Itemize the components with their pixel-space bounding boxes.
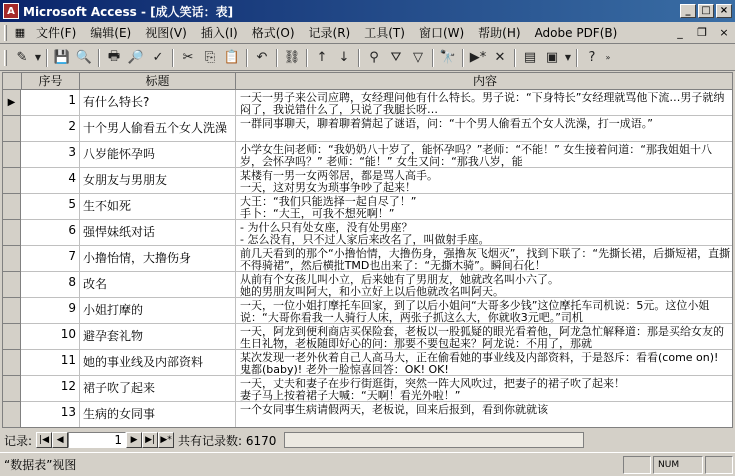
maximize-button[interactable]: □	[698, 4, 714, 18]
delete-record-icon[interactable]: ✕	[494, 50, 506, 65]
table-row[interactable]	[3, 168, 733, 194]
window-title: Microsoft Access - [成人笑话：表]	[23, 4, 234, 19]
mdi-restore-button[interactable]: ❐	[697, 25, 707, 39]
row-selector[interactable]	[3, 142, 21, 168]
toolbar	[0, 45, 735, 71]
menu-tools[interactable]: 工具(T)	[364, 26, 405, 40]
current-record-input[interactable]: 1	[68, 432, 126, 448]
cell-num[interactable]: 12	[22, 376, 80, 402]
new-record-button[interactable]: ▶*	[158, 432, 174, 448]
record-label: 记录:	[4, 433, 33, 448]
toolbar-options-icon[interactable]: »	[605, 53, 611, 62]
menu-file[interactable]: 文件(F)	[36, 26, 77, 40]
table-row[interactable]	[3, 350, 733, 376]
row-selector[interactable]	[3, 220, 21, 246]
row-selector[interactable]: ▶	[3, 90, 21, 116]
row-selector[interactable]	[3, 376, 21, 402]
toolbar-grip[interactable]	[4, 50, 7, 66]
new-object-dropdown-icon[interactable]: ▼	[564, 53, 572, 62]
num-lock-indicator: NUM	[653, 456, 703, 474]
view-dropdown-icon[interactable]: ▼	[34, 53, 42, 62]
cut-icon[interactable]: ✂	[182, 50, 194, 65]
record-navigation-bar	[0, 430, 735, 450]
cell-num[interactable]: 2	[22, 116, 80, 142]
table-row[interactable]	[3, 272, 733, 298]
close-button[interactable]: ×	[716, 4, 732, 18]
cell-title[interactable]: 小撸怡情，大撸伤身	[80, 246, 236, 272]
cell-num[interactable]: 9	[22, 298, 80, 324]
cell-content[interactable]: - 为什么只有处女座，没有处男座？ - 怎么没有，只不过人家后来改名了，叫做射手座。	[240, 221, 490, 246]
spelling-icon[interactable]: ✓	[152, 50, 164, 65]
menu-grip[interactable]	[4, 25, 7, 41]
menu-records[interactable]: 记录(R)	[308, 26, 351, 40]
save-icon[interactable]: 💾	[53, 50, 71, 65]
cell-title[interactable]: 强悍妹纸对话	[80, 220, 236, 246]
cell-title[interactable]: 避孕套礼物	[80, 324, 236, 350]
menu-format[interactable]: 格式(O)	[251, 26, 295, 40]
row-selector[interactable]	[3, 298, 21, 324]
horizontal-scrollbar[interactable]	[284, 432, 584, 448]
database-window-icon[interactable]: ▤	[523, 50, 537, 65]
status-text: “数据表”视图	[4, 458, 77, 472]
cell-title[interactable]: 十个男人偷看五个女人洗澡	[80, 116, 236, 142]
column-header-content[interactable]: 内容	[236, 73, 733, 90]
cell-num[interactable]: 6	[22, 220, 80, 246]
cell-content[interactable]: 一群同事聊天，聊着聊着猜起了谜语，问：“十个男人偷看五个女人洗澡，打一成语。”	[240, 117, 653, 130]
undo-icon[interactable]: ↶	[256, 50, 268, 65]
cell-num[interactable]: 8	[22, 272, 80, 298]
mdi-minimize-button[interactable]: _	[677, 25, 683, 39]
status-cell-empty-2	[705, 456, 733, 474]
row-selector[interactable]	[3, 116, 21, 142]
table-row[interactable]	[3, 194, 733, 220]
find-icon[interactable]: 🔭	[439, 50, 457, 65]
menu-adobe-pdf[interactable]: Adobe PDF(B)	[534, 25, 618, 40]
row-selector[interactable]	[3, 194, 21, 220]
cell-title[interactable]: 生病的女同事	[80, 402, 236, 428]
hyperlink-icon[interactable]: ⛓	[283, 50, 301, 65]
cell-content[interactable]: 大王：“我们只能选择一起自尽了！” 手卜：“大王，可我不想死啊！”	[240, 195, 417, 220]
access-icon: A	[3, 3, 19, 19]
cell-content[interactable]: 一个女同事生病请假两天，老板说，回来后报到，看到你就就该	[240, 403, 548, 416]
row-selector[interactable]	[3, 324, 21, 350]
table-row[interactable]	[3, 90, 733, 116]
last-record-button[interactable]: ▶|	[142, 432, 158, 448]
menu-bar	[0, 22, 735, 44]
cell-num[interactable]: 4	[22, 168, 80, 194]
apply-filter-icon[interactable]: ▽	[413, 50, 423, 65]
row-selector[interactable]	[3, 246, 21, 272]
cell-num[interactable]: 3	[22, 142, 80, 168]
row-selector[interactable]	[3, 272, 21, 298]
cell-num[interactable]: 5	[22, 194, 80, 220]
cell-title[interactable]: 女朋友与男朋友	[80, 168, 236, 194]
cell-content[interactable]: 前几天看到的那个“小撸怡情，大撸伤身，强撸灰飞烟灭”，找到下联了：“先撕长裙，后撕短裙，直撕不得骑裙”，然后横批TMD也出来了：“无撕木骑”。瞬间石化！	[240, 247, 731, 272]
help-icon[interactable]: ?	[588, 50, 596, 65]
cell-num[interactable]: 10	[22, 324, 80, 350]
minimize-button[interactable]: _	[680, 4, 696, 18]
cell-content[interactable]: 从前有个女孩儿叫小立，后来她有了男朋友，她就改名叫小六了。 她的男朋友叫阿大，和小立好上以后他就改名叫阿天。	[240, 273, 559, 298]
menu-help[interactable]: 帮助(H)	[478, 26, 521, 40]
title-bar	[0, 0, 735, 22]
table-row[interactable]	[3, 402, 733, 428]
row-selector[interactable]	[3, 350, 21, 376]
cell-content[interactable]: 某楼有一男一女两邻居，都是骂人高手。 一天，这对男女为琐事争吵了起来！	[240, 169, 438, 194]
print-icon[interactable]: 🖶	[107, 48, 121, 64]
table-row[interactable]	[3, 142, 733, 168]
copy-icon[interactable]: ⎘	[204, 50, 216, 65]
search-icon[interactable]: 🔍	[75, 50, 93, 65]
mdi-close-button[interactable]: ×	[719, 25, 729, 39]
first-record-button[interactable]: |◀	[36, 432, 52, 448]
menu-view[interactable]: 视图(V)	[145, 26, 187, 40]
table-row[interactable]	[3, 220, 733, 246]
datasheet-grid	[2, 72, 733, 428]
new-object-icon[interactable]: ▣	[545, 50, 559, 65]
row-selector[interactable]	[3, 168, 21, 194]
next-record-button[interactable]: ▶	[126, 432, 142, 448]
paste-icon[interactable]: 📋	[223, 50, 241, 65]
menu-edit[interactable]: 编辑(E)	[90, 26, 132, 40]
new-record-icon[interactable]: ▶*	[469, 50, 487, 65]
record-total: 共有记录数: 6170	[178, 433, 277, 448]
sort-ascending-icon[interactable]: ↑	[316, 50, 328, 65]
cell-content[interactable]: 一天，丈夫和妻子在步行街逛街，突然一阵大风吹过，把妻子的裙子吹了起来！ 妻子马上按着裙子大喊：“天啊！看光外啦！”	[240, 377, 625, 402]
view-icon[interactable]: ✎	[16, 50, 28, 65]
cell-num[interactable]: 1	[22, 90, 80, 116]
menu-window[interactable]: 窗口(W)	[418, 26, 465, 40]
cell-content[interactable]: 一天，阿龙到便利商店买保险套，老板以一股狐疑的眼光看着他，阿龙急忙解释道：那是买给女友的生日礼物，老板随即好心的问：那要不要包起来？阿龙说：不用了，那就	[240, 325, 724, 350]
status-cell-empty	[623, 456, 651, 474]
table-row[interactable]	[3, 298, 733, 324]
row-selector[interactable]	[3, 402, 21, 428]
cell-title[interactable]: 生不如死	[80, 194, 236, 220]
cell-title[interactable]: 改名	[80, 272, 236, 298]
cell-title[interactable]: 裙子吹了起来	[80, 376, 236, 402]
print-preview-icon[interactable]: 🔎	[127, 50, 145, 65]
cell-title[interactable]: 小姐打摩的	[80, 298, 236, 324]
cell-content[interactable]: 某次发现一老外伙着自己人高马大，正在偷看她的事业线及内部资料，于是怒斥：看看(come on)! 鬼都(baby)! 老外一脸惊喜回答：OK! OK!	[240, 351, 719, 376]
status-bar	[0, 452, 735, 476]
column-header-num[interactable]: 序号	[22, 73, 80, 90]
cell-title[interactable]: 八岁能怀孕吗	[80, 142, 236, 168]
cell-content[interactable]: 小学女生问老师：“我奶奶八十岁了，能怀孕吗？”老师：“不能！” 女生接着问道：“那我姐姐十八岁，会怀孕吗？” 老师：“能！” 女生又问：“那我八岁，能	[240, 143, 712, 168]
select-all-corner[interactable]	[3, 73, 22, 90]
table-row[interactable]	[3, 116, 733, 142]
table-row[interactable]	[3, 246, 733, 272]
cell-num[interactable]: 11	[22, 350, 80, 376]
sort-descending-icon[interactable]: ↓	[338, 50, 350, 65]
menu-insert[interactable]: 插入(I)	[200, 26, 238, 40]
cell-num[interactable]: 7	[22, 246, 80, 272]
filter-by-selection-icon[interactable]: ⚲	[369, 50, 379, 65]
table-row[interactable]	[3, 324, 733, 350]
cell-num[interactable]: 13	[22, 402, 80, 428]
column-header-title[interactable]: 标题	[80, 73, 236, 90]
table-row[interactable]	[3, 376, 733, 402]
cell-content[interactable]: 一天一男子来公司应聘，女经理问他有什么特长。男子说：“下身特长”女经理就骂他下流…男子就纳闷了，我说错什么了，只说了我腿长呀…	[240, 91, 725, 116]
cell-title[interactable]: 有什么特长?	[80, 90, 236, 116]
cell-title[interactable]: 她的事业线及内部资料	[80, 350, 236, 376]
cell-content[interactable]: 一天，一位小姐打摩托车回家，到了以后小姐问“大哥多少钱”这位摩托车司机说：5元。这位小姐说：“大哥你看我一人骑行人床，两张子抓这么大，你就收3元吧。”司机	[240, 299, 710, 324]
filter-by-form-icon[interactable]: ⛛	[390, 50, 402, 65]
doc-icon[interactable]: ▦	[14, 26, 26, 39]
previous-record-button[interactable]: ◀	[52, 432, 68, 448]
